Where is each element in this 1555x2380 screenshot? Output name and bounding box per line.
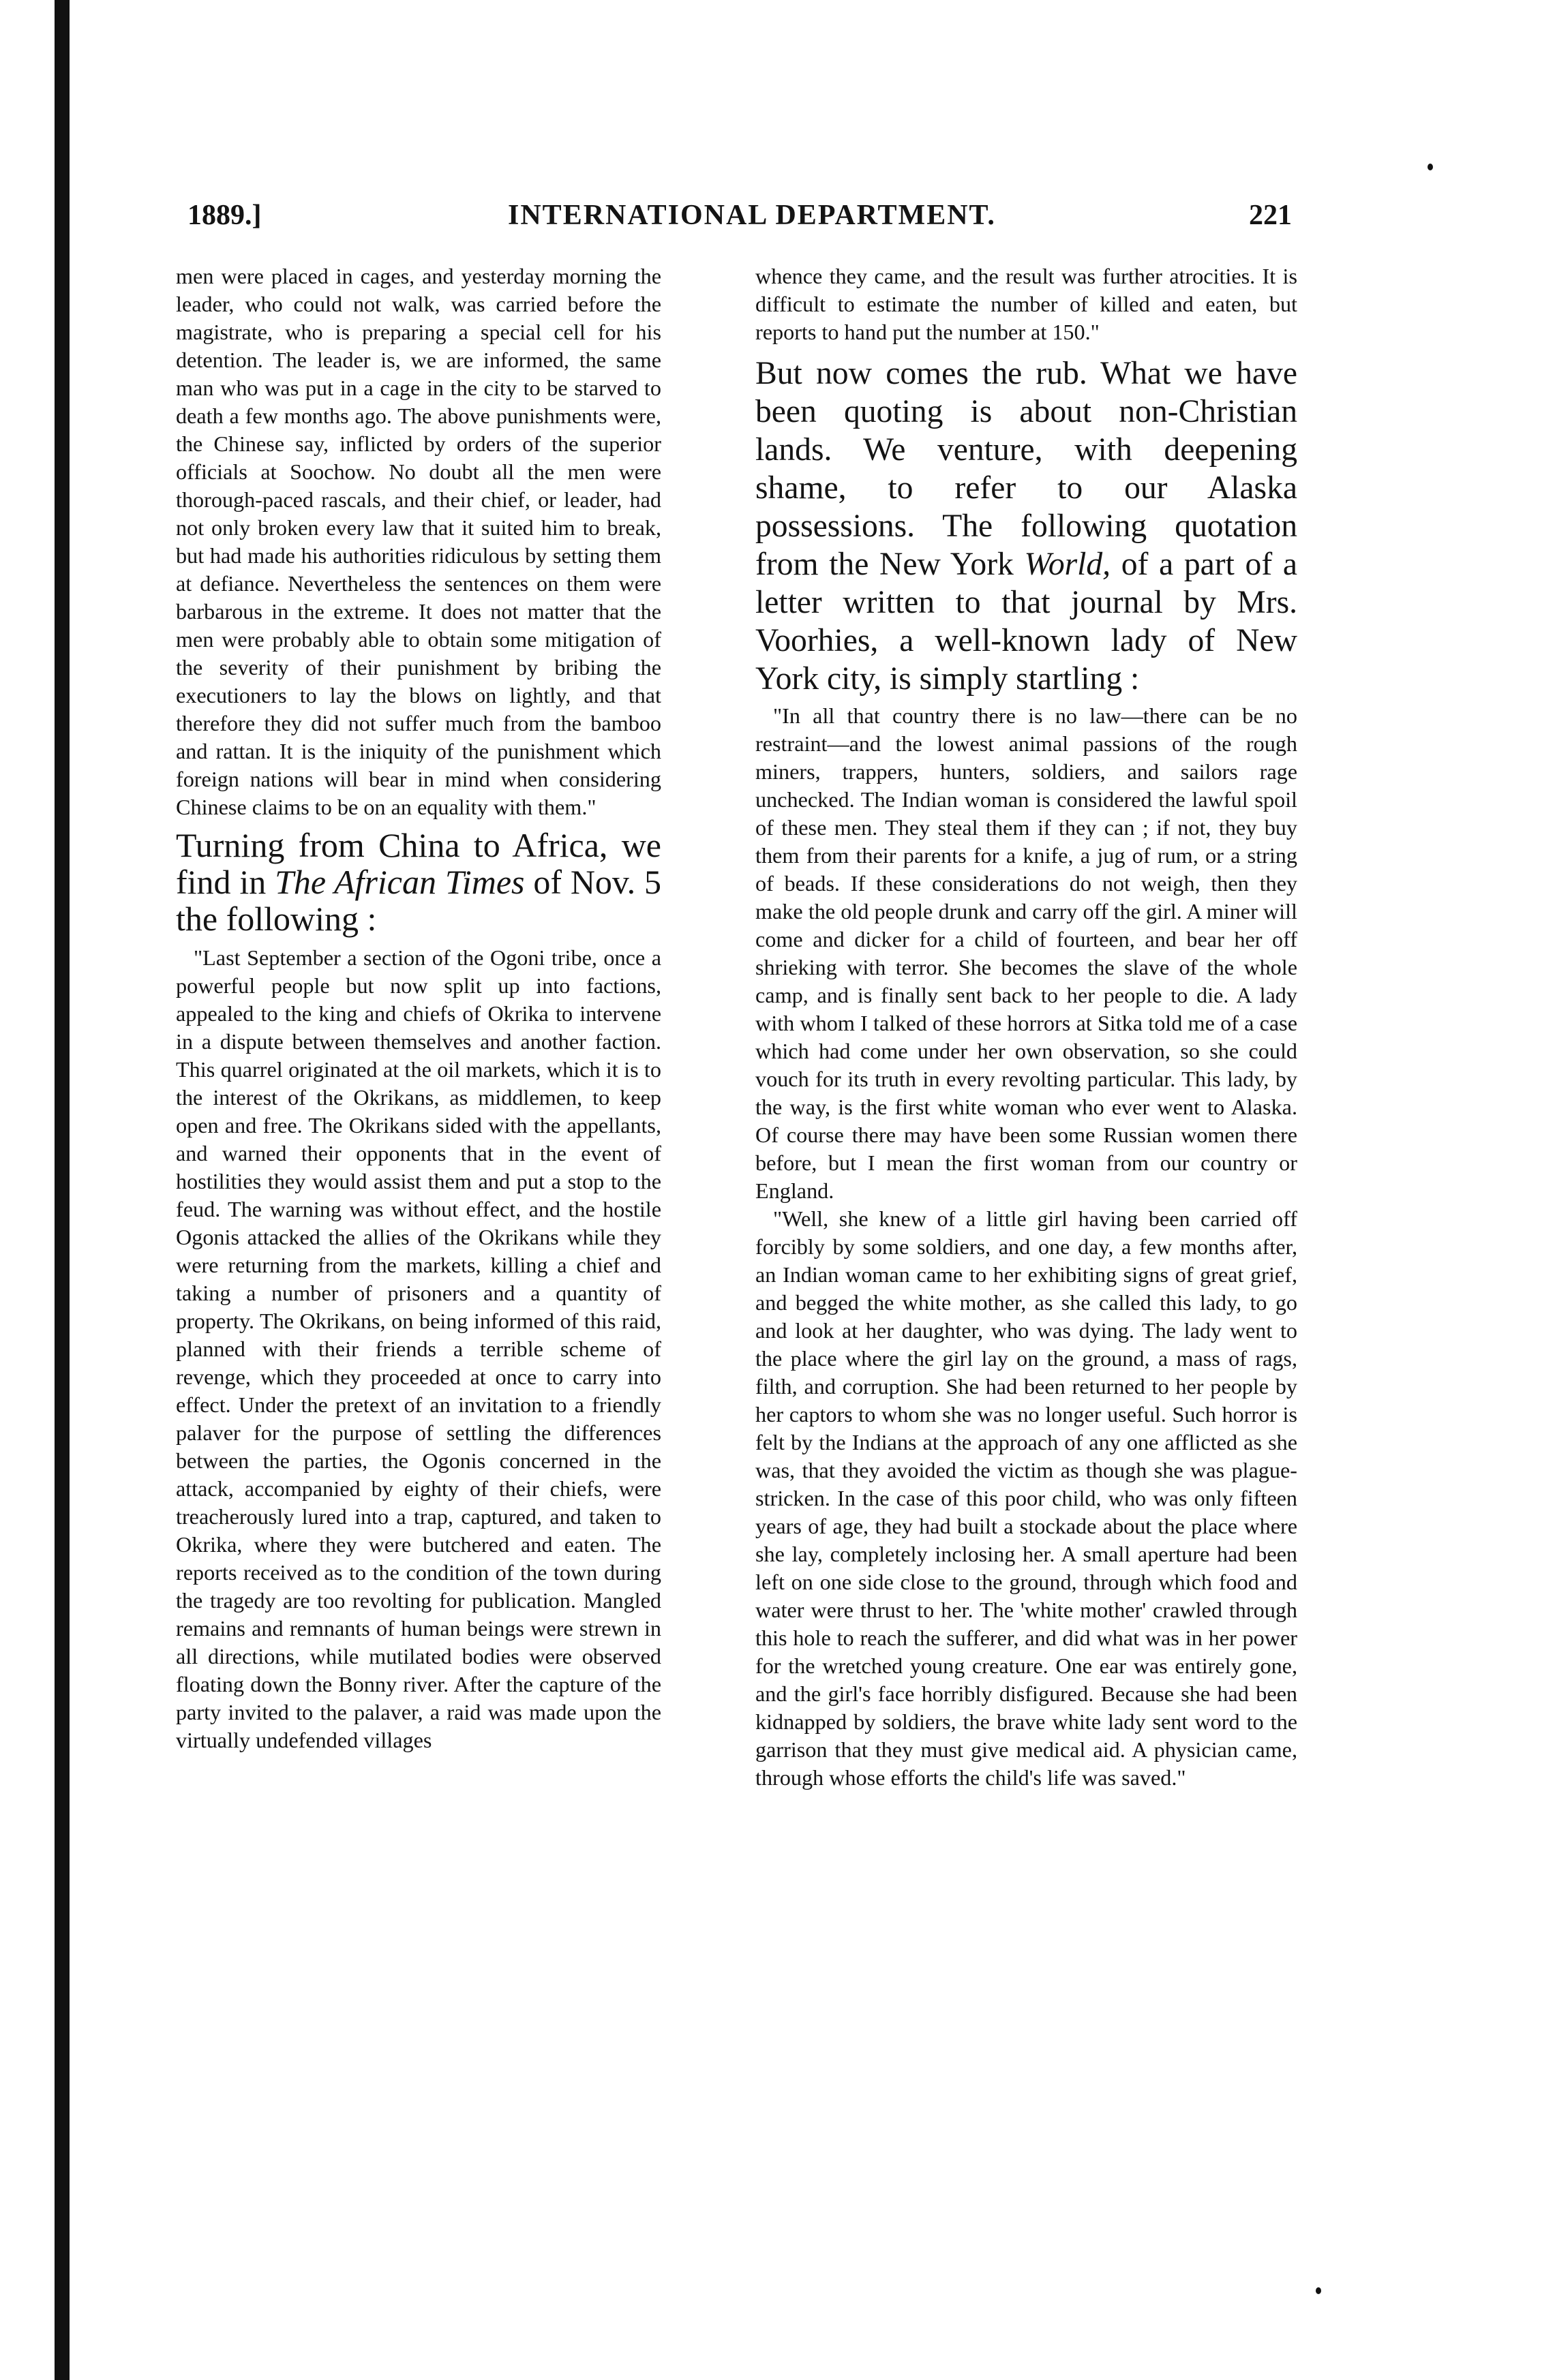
right-column bbox=[755, 262, 1297, 1792]
scan-speck bbox=[1316, 2287, 1321, 2294]
page-number: 221 bbox=[1249, 200, 1292, 231]
right-lead-before: But now comes the rub. What we have been quoting is about non-Christian lands. We venture, with deepening shame, to refer to our Alaska possessions. The following quotation from the New York bbox=[755, 356, 1297, 582]
left-paragraph-1: men were placed in cages, and yesterday morning the leader, who could not walk, was carried before the magistrate, who is preparing a special cell for his detention. The leader is, we are informed, the same man who was put in a cage in the city to be starved to death a few months ago. The above punishments were, the Chinese say, inflicted by orders of the superior officials at Soochow. No doubt all the men were thorough-paced rascals, and their chief, or leader, had not only broken every law that it suited him to break, but had made his authorities ridiculous by setting them at defiance. Nevertheless the sentences on them were barbarous in the extreme. It does not matter that the men were probably able to obtain some mitigation of the severity of their punishment by bribing the executioners to lay the blows on lightly, and that therefore they did not suffer much from the bamboo and rattan. It is the iniquity of the punishment which foreign nations will bear in mind when considering Chinese claims to be on an equality with them." bbox=[176, 264, 661, 819]
left-lead-before: Turning from China to Africa, we find in bbox=[176, 826, 661, 901]
left-lead-paragraph bbox=[176, 827, 661, 937]
right-lead-paragraph bbox=[755, 354, 1297, 698]
left-lead-after: of Nov. 5 the following : bbox=[176, 863, 661, 938]
right-paragraph-1: whence they came, and the result was further atrocities. It is difficult to estimate the number of killed and eaten, but reports to hand put the number at 150." bbox=[755, 264, 1297, 344]
right-paragraph-3: "Well, she knew of a little girl having been carried off forcibly by some soldiers, and one day, a few months after, an Indian woman came to her exhibiting signs of great grief, and begged the white mother, as she called this lady, to go and look at her daughter, who was dying. The lady went to the place where the girl lay on the ground, a mass of rags, filth, and corruption. She had been returned to her people by her captors to whom she was no longer useful. Such horror is felt by the Indians at the approach of any one afflicted as she was, that they avoided the victim as though she was plague-stricken. In the case of this poor child, who was only fifteen years of age, they had built a stockade about the place where she lay, completely inclosing her. A small aperture had been left on one side close to the ground, through which food and water were thrust to her. The 'white mother' crawled through this hole to reach the sufferer, and did what was in her power for the wretched young creature. One ear was entirely gone, and the girl's face horribly disfigured. Because she had been kidnapped by soldiers, the brave white lady sent word to the garrison that they must give medical aid. A physician came, through whose efforts the child's life was saved." bbox=[755, 1206, 1297, 1790]
header-title: INTERNATIONAL DEPARTMENT. bbox=[508, 200, 996, 231]
right-lead-italic: World, bbox=[1024, 547, 1111, 582]
right-paragraph-2: "In all that country there is no law—there can be no restraint—and the lowest animal passions of the rough miners, trappers, hunters, soldiers, and sailors rage unchecked. The Indian woman is considered the lawful spoil of these men. They steal them if they can ; if not, they buy them from their parents for a knife, a jug of rum, or a string of beads. If these considerations do not weigh, then they make the old people drunk and carry off the girl. A miner will come and dicker for a child of fourteen, and bear her off shrieking with terror. She becomes the slave of the whole camp, and is finally sent back to her people to die. A lady with whom I talked of these horrors at Sitka told me of a case which had come under her own observation, so she could vouch for its truth in every revolting particular. This lady, by the way, is the first white woman who ever went to Alaska. Of course there may have been some Russian women there before, but I mean the first woman from our country or England. bbox=[755, 703, 1297, 1203]
left-column bbox=[176, 262, 661, 1754]
left-lead-italic: The African Times bbox=[275, 863, 525, 901]
right-lead-after: of a part of a letter written to that journal by Mrs. Voorhies, a well-known lady of New York city, is simply startling : bbox=[755, 547, 1298, 697]
left-paragraph-2: "Last September a section of the Ogoni tribe, once a powerful people but now split up into factions, appealed to the king and chiefs of Okrika to intervene in a dispute between themselves and another faction. This quarrel originated at the oil markets, which it is to the interest of the Okrikans, as middlemen, to keep open and free. The Okrikans sided with the appellants, and warned their opponents that in the event of hostilities they would assist them and put a stop to the feud. The warning was without effect, and the hostile Ogonis attacked the allies of the Okrikans while they were returning from the markets, killing a chief and taking a number of prisoners and a quantity of property. The Okrikans, on being informed of this raid, planned with their friends a terrible scheme of revenge, which they proceeded at once to carry into effect. Under the pretext of an invitation to a friendly palaver for the purpose of settling the differences between the parties, the Ogonis concerned in the attack, accompanied by eighty of their chiefs, were treacherously lured into a trap, captured, and taken to Okrika, where they were butchered and eaten. The reports received as to the condition of the town during the tragedy are too revolting for publication. Mangled remains and remnants of human beings were strewn in all directions, while mutilated bodies were observed floating down the Bonny river. After the capture of the party invited to the palaver, a raid was made upon the virtually undefended villages bbox=[176, 945, 661, 1752]
page-header bbox=[187, 199, 1292, 240]
scan-edge-shadow bbox=[55, 0, 70, 2380]
scan-speck bbox=[1428, 164, 1433, 170]
header-year: 1889.] bbox=[187, 200, 262, 231]
